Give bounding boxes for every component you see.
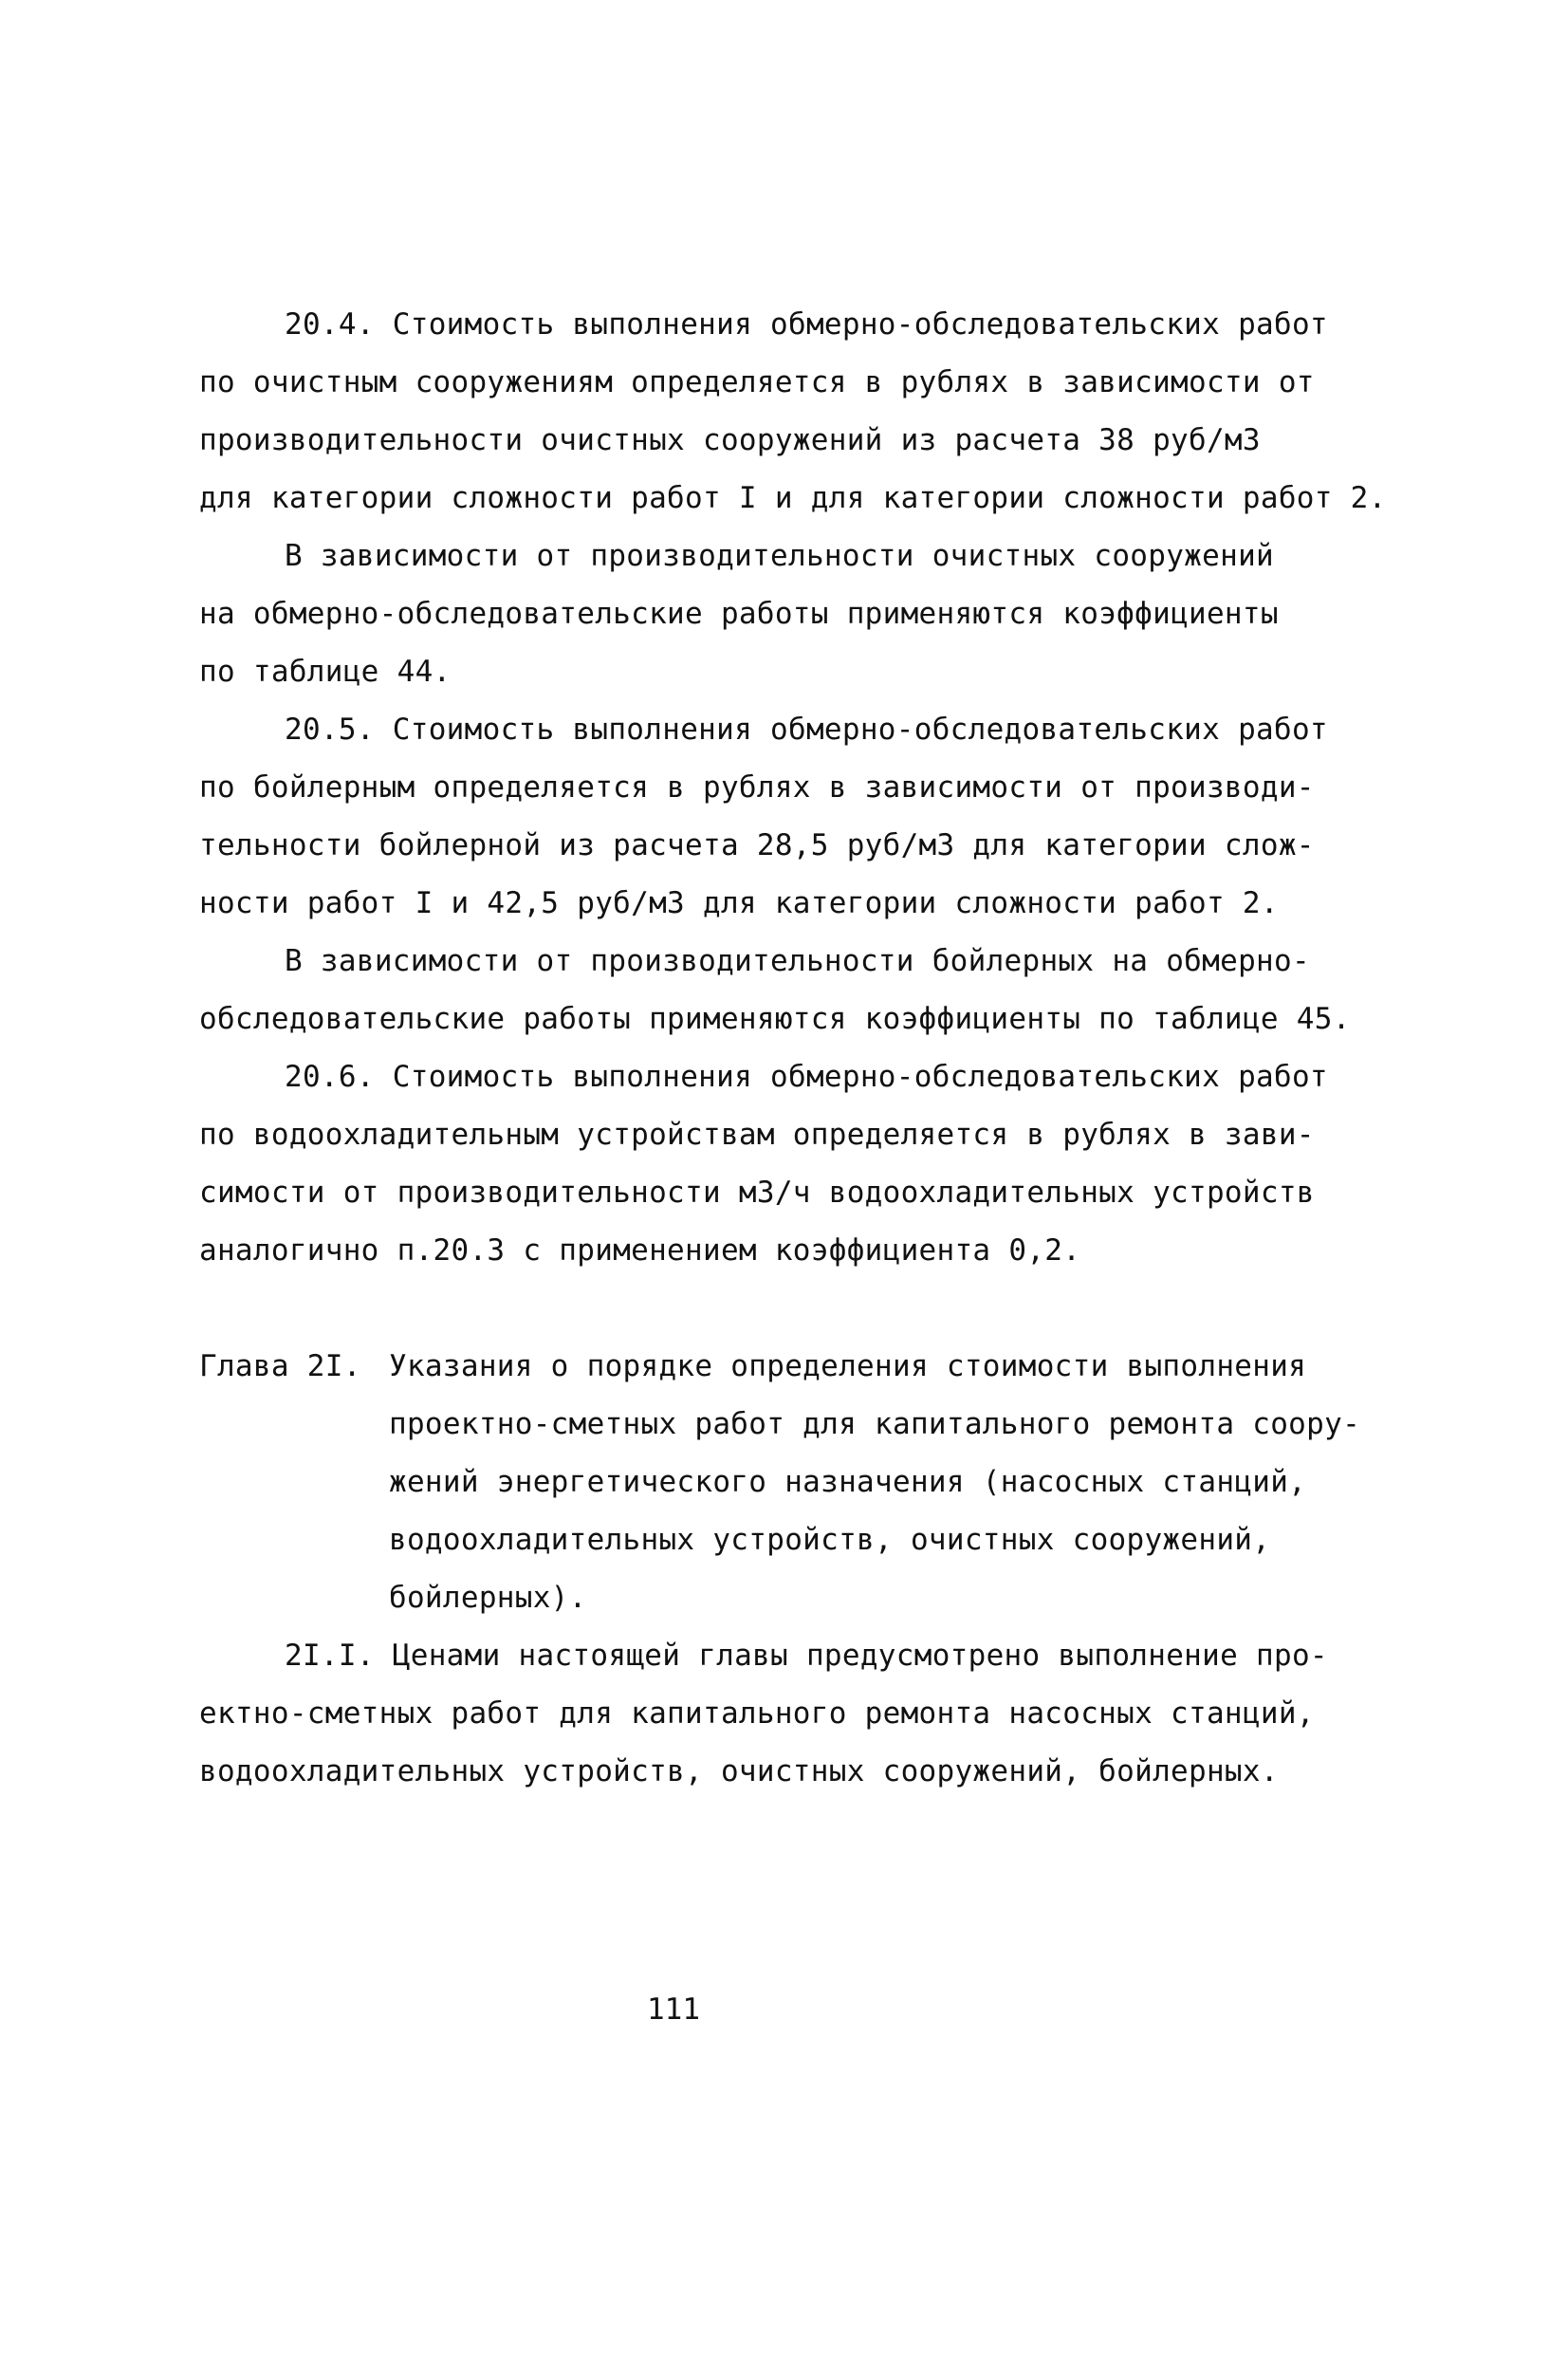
text-line: водоохладительных устройств, очистных сооружений, бойлерных. — [199, 1754, 1279, 1788]
text-line: по бойлерным определяется в рублях в зависимости от производи- — [199, 770, 1315, 805]
chapter-label: Глава 2I. — [199, 1349, 361, 1383]
text-line: 20.6. Стоимость выполнения обмерно-обследовательских работ — [285, 1060, 1328, 1094]
text-line: симости от производительности м3/ч водоохладительных устройств — [199, 1176, 1315, 1210]
text-line: 20.4. Стоимость выполнения обмерно-обследовательских работ — [285, 307, 1328, 342]
text-line: тельности бойлерной из расчета 28,5 руб/м3 для категории слож- — [199, 828, 1315, 862]
text-line: 20.5. Стоимость выполнения обмерно-обследовательских работ — [285, 713, 1328, 747]
page-number: 111 — [647, 1992, 700, 2027]
text-line: на обмерно-обследовательские работы применяются коэффициенты — [199, 597, 1279, 631]
text-line: В зависимости от производительности бойлерных на обмерно- — [285, 944, 1310, 978]
text-line: обследовательские работы применяются коэффициенты по таблице 45. — [199, 1002, 1351, 1036]
text-line: В зависимости от производительности очистных сооружений — [285, 539, 1274, 573]
text-line: ности работ I и 42,5 руб/м3 для категории сложности работ 2. — [199, 886, 1279, 920]
text-line: 2I.I. Ценами настоящей главы предусмотрено выполнение про- — [285, 1639, 1328, 1673]
text-line: по водоохладительным устройствам определяется в рублях в зави- — [199, 1118, 1315, 1152]
text-line: по таблице 44. — [199, 655, 452, 689]
chapter-title-line: жений энергетического назначения (насосных станций, — [389, 1465, 1307, 1499]
text-line: ектно-сметных работ для капитального ремонта насосных станций, — [199, 1696, 1315, 1731]
chapter-title-line: бойлерных). — [389, 1581, 587, 1615]
text-line: для категории сложности работ I и для категории сложности работ 2. — [199, 481, 1387, 515]
chapter-title-line: проектно-сметных работ для капитального ремонта соору- — [389, 1407, 1361, 1441]
chapter-title-line: водоохладительных устройств, очистных сооружений, — [389, 1523, 1271, 1557]
text-line: производительности очистных сооружений из расчета 38 руб/м3 — [199, 423, 1261, 457]
text-line: по очистным сооружениям определяется в рублях в зависимости от — [199, 365, 1315, 399]
text-line: аналогично п.20.3 с применением коэффициента 0,2. — [199, 1233, 1081, 1268]
chapter-title-line: Указания о порядке определения стоимости выполнения — [389, 1349, 1307, 1383]
